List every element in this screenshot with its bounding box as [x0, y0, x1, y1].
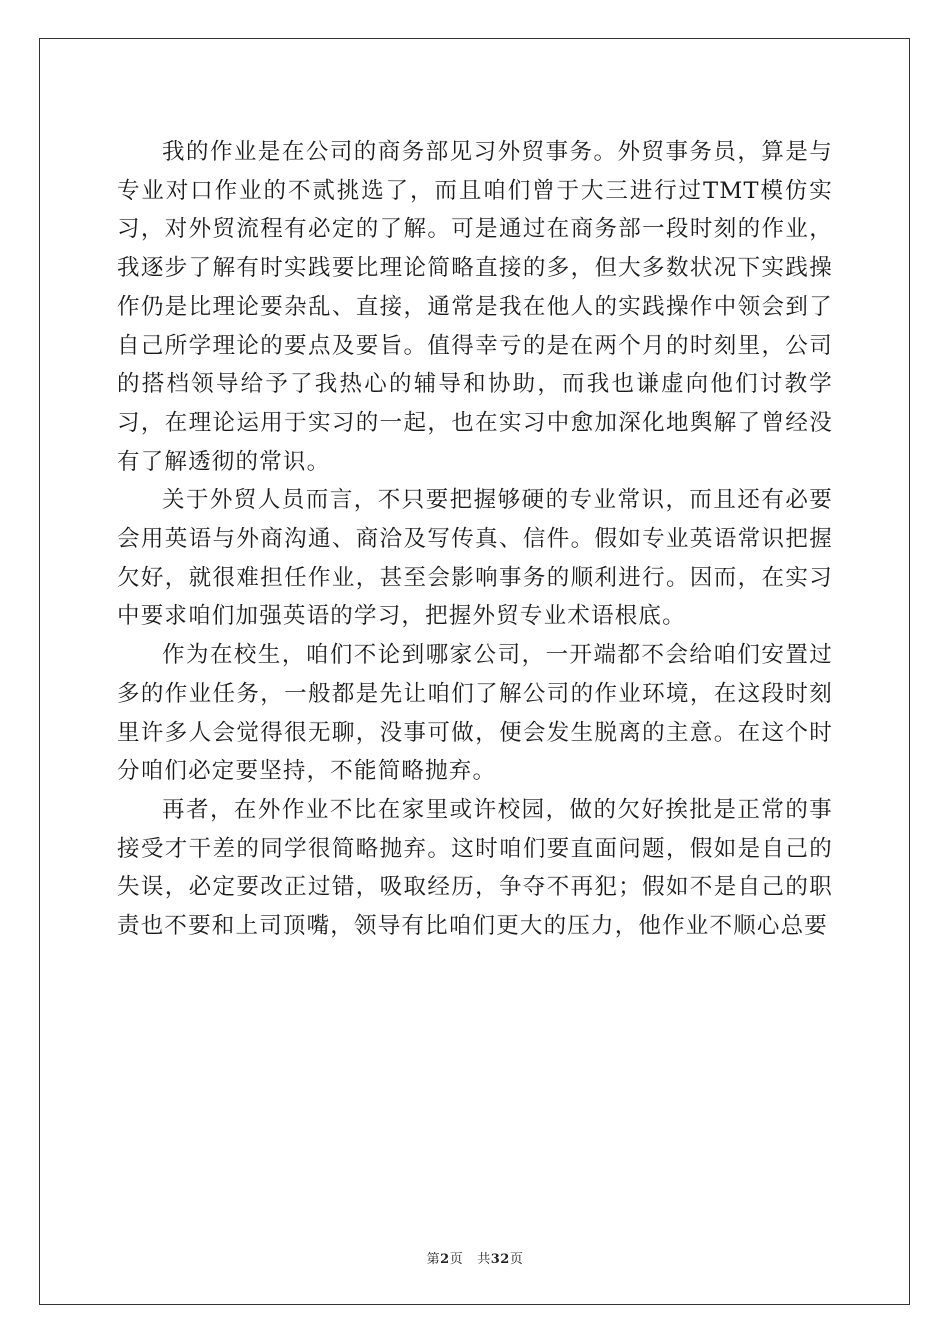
page-number: 2 — [440, 1252, 450, 1267]
page-suffix: 页 — [449, 1252, 464, 1267]
page-footer — [0, 1248, 950, 1267]
total-prefix: 共 — [477, 1252, 491, 1267]
document-body — [117, 133, 833, 946]
page-prefix: 第 — [426, 1252, 441, 1267]
paragraph-1: 我的作业是在公司的商务部见习外贸事务。外贸事务员，算是与专业对口作业的不贰挑选了，而且咱们曾于大三进行过TMT模仿实习，对外贸流程有必定的了解。可是通过在商务部一段时刻的作业，我逐步了解有时实践要比理论简略直接的多，但大多数状况下实践操作仍是比理论要杂乱、直接，通常是我在他人的实践操作中领会到了自己所学理论的要点及要旨。值得幸亏的是在两个月的时刻里，公司的搭档领导给予了我热心的辅导和协助，而我也谦虚向他们讨教学习，在理论运用于实习的一起，也在实习中愈加深化地舆解了曾经没有了解透彻的常识。 — [117, 139, 833, 475]
paragraph-3: 作为在校生，咱们不论到哪家公司，一开端都不会给咱们安置过多的作业任务，一般都是先让咱们了解公司的作业环境，在这段时刻里许多人会觉得很无聊，没事可做，便会发生脱离的主意。在这个时分咱们必定要坚持，不能简略抛弃。 — [117, 642, 833, 785]
total-suffix: 页 — [509, 1252, 524, 1267]
paragraph-4: 再者，在外作业不比在家里或许校园，做的欠好挨批是正常的事接受才干差的同学很简略抛弃。这时咱们要直面问题，假如是自己的失误，必定要改正过错，吸取经历，争夺不再犯；假如不是自己的职责也不要和上司顶嘴，领导有比咱们更大的压力，他作业不顺心总要 — [117, 796, 833, 940]
total-pages: 32 — [490, 1252, 510, 1267]
paragraph-2: 关于外贸人员而言，不只要把握够硬的专业常识，而且还有必要会用英语与外商沟通、商洽及写传真、信件。假如专业英语常识把握欠好，就很难担任作业，甚至会影响事务的顺利进行。因而，在实习中要求咱们加强英语的学习，把握外贸专业术语根底。 — [117, 487, 833, 630]
